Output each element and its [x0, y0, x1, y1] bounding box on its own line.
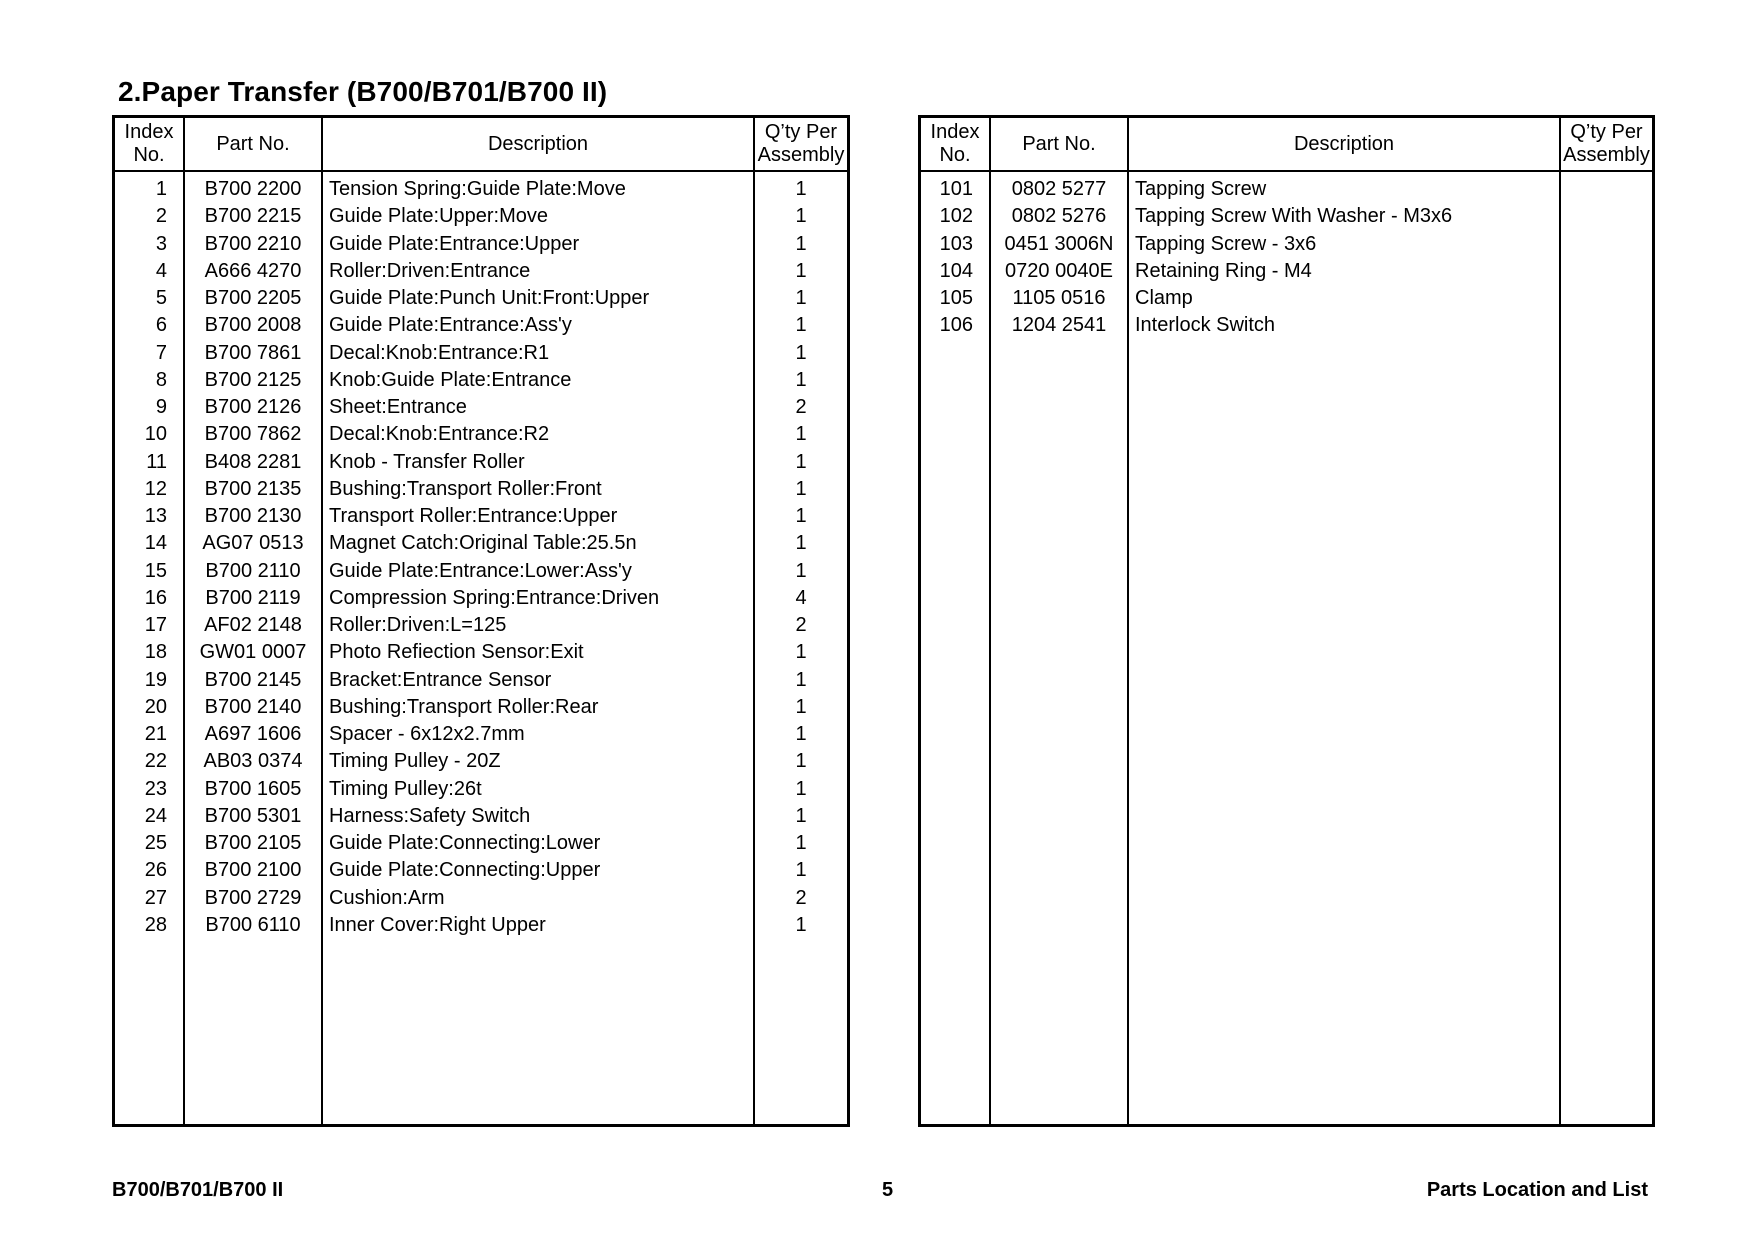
footer-model: B700/B701/B700 II: [112, 1179, 284, 1201]
index-cell: 8: [155, 368, 167, 391]
quantity-column: [1559, 118, 1652, 1124]
description-cells: [1129, 176, 1559, 340]
description-cell: Bushing:Transport Roller:Front: [329, 477, 602, 500]
part-number-column: [989, 118, 1127, 1124]
part-number-cell: B700 7861: [204, 341, 302, 364]
part-number-cell: AF02 2148: [204, 614, 302, 636]
description-cell: Timing Pulley:26t: [329, 777, 482, 800]
index-cells: [921, 176, 989, 340]
description-cell: Inner Cover:Right Upper: [329, 913, 546, 936]
description-cell: Roller:Driven:L=125: [329, 614, 507, 636]
part-number-cell: B700 2130: [204, 505, 302, 527]
description-cell: Magnet Catch:Original Table:25.5n: [329, 532, 637, 555]
part-number-cell: B700 2110: [205, 559, 301, 582]
description-cell: Tapping Screw: [1135, 178, 1267, 200]
quantity-cell: 1: [795, 232, 807, 255]
part-number-cell: B700 5301: [204, 804, 302, 827]
quantity-cell: 1: [795, 450, 807, 473]
part-number-cell: A666 4270: [204, 259, 302, 282]
part-number-cell: B700 2200: [204, 178, 302, 200]
quantity-cell: [1561, 231, 1652, 258]
description-cells: [323, 176, 753, 939]
part-number-cell: B700 1605: [204, 777, 302, 800]
quantity-cell: 1: [795, 859, 807, 882]
description-cell: Timing Pulley - 20Z: [329, 750, 501, 773]
description-cell: Compression Spring:Entrance:Driven: [329, 586, 660, 609]
index-cell: 3: [155, 232, 167, 255]
quantity-cell: 1: [795, 723, 807, 745]
index-cell: 23: [144, 777, 167, 800]
description-cell: Guide Plate:Connecting:Upper: [329, 859, 601, 882]
index-cell: 13: [144, 505, 167, 527]
quantity-cell: 1: [795, 259, 807, 282]
part-number-cell: 0720 0040E: [1005, 259, 1113, 282]
quantity-cell: 1: [795, 423, 807, 446]
parts-table-right: [918, 115, 1655, 1127]
part-number-cell: B700 2140: [204, 695, 302, 718]
quantity-cell: [1561, 312, 1652, 339]
index-cell: 17: [144, 614, 167, 636]
quantity-cell: 1: [795, 695, 807, 718]
index-cell: 15: [144, 559, 167, 582]
index-cell: 4: [155, 259, 167, 282]
index-cell: 25: [144, 832, 167, 854]
description-column: [321, 118, 753, 1124]
quantity-cell: 1: [795, 913, 807, 936]
index-cell: 14: [144, 532, 167, 555]
quantity-cell: [1561, 203, 1652, 230]
quantity-column: [753, 118, 847, 1124]
part-number-cell: B700 2145: [204, 668, 302, 691]
quantity-cell: 2: [795, 614, 807, 636]
quantity-cell: 1: [795, 341, 807, 364]
description-cell: Tension Spring:Guide Plate:Move: [329, 178, 626, 200]
part-number-cell: 0802 5277: [1011, 178, 1107, 200]
description-cell: Sheet:Entrance: [329, 396, 467, 418]
description-cell: Knob - Transfer Roller: [329, 450, 525, 473]
index-cell: 26: [144, 859, 167, 882]
description-cell: Tapping Screw With Washer - M3x6: [1135, 205, 1453, 228]
index-cell: 20: [144, 695, 167, 718]
page-title: 2.Paper Transfer (B700/B701/B700 II): [118, 76, 608, 107]
quantity-cell: 1: [795, 505, 807, 527]
description-cell: Tapping Screw - 3x6: [1135, 232, 1317, 255]
index-cell: 12: [144, 477, 167, 500]
description-cell: Bracket:Entrance Sensor: [329, 668, 552, 691]
description-cell: Decal:Knob:Entrance:R2: [329, 423, 550, 446]
index-cell: 16: [144, 586, 167, 609]
index-cell: 19: [144, 668, 167, 691]
quantity-cell: 2: [795, 886, 807, 909]
quantity-cell: 1: [795, 178, 807, 200]
part-number-cell: B700 2205: [204, 287, 302, 309]
quantity-cell: 1: [795, 777, 807, 800]
description-cell: Photo Refiection Sensor:Exit: [329, 641, 584, 664]
part-number-cell: B700 2119: [205, 586, 301, 609]
description-cell: Knob:Guide Plate:Entrance: [329, 368, 572, 391]
index-cell: 5: [155, 287, 167, 309]
description-cell: Guide Plate:Entrance:Lower:Ass'y: [329, 559, 632, 582]
part-number-cell: B700 2008: [204, 314, 302, 337]
index-cell: 106: [939, 314, 973, 337]
description-cell: Spacer - 6x12x2.7mm: [329, 723, 525, 745]
part-number-cell: B700 6110: [205, 913, 301, 936]
index-cell: 7: [155, 341, 167, 364]
part-number-cell: B408 2281: [204, 450, 302, 473]
index-cell: 2: [155, 205, 167, 228]
index-column: [115, 118, 183, 1124]
quantity-cell: 1: [795, 832, 807, 854]
part-number-cell: B700 2126: [204, 396, 302, 418]
quantity-cell: 1: [795, 668, 807, 691]
index-cell: 103: [939, 232, 973, 255]
quantity-cell: 4: [795, 586, 807, 609]
description-cell: Transport Roller:Entrance:Upper: [329, 505, 618, 527]
description-cell: Clamp: [1135, 287, 1193, 309]
part-number-cell: 0802 5276: [1011, 205, 1107, 228]
description-header: Description: [1129, 118, 1559, 172]
quantity-cells: [755, 176, 847, 939]
part-number-cell: B700 7862: [204, 423, 302, 446]
quantity-cell: 1: [795, 368, 807, 391]
part-number-cell: B700 2105: [204, 832, 302, 854]
description-header: Description: [323, 118, 753, 172]
part-number-header: Part No.: [185, 118, 321, 172]
quantity-cell: 1: [795, 532, 807, 555]
part-number-cell: B700 2135: [204, 477, 302, 500]
description-cell: Harness:Safety Switch: [329, 804, 531, 827]
part-number-cells: [185, 176, 321, 939]
description-cell: Guide Plate:Punch Unit:Front:Upper: [329, 287, 650, 309]
part-number-cell: B700 2215: [204, 205, 302, 228]
quantity-cell: 1: [795, 205, 807, 228]
index-cell: 22: [144, 750, 167, 773]
part-number-header: Part No.: [991, 118, 1127, 172]
quantity-cell: 1: [795, 750, 807, 773]
description-cell: Guide Plate:Entrance:Ass'y: [329, 314, 572, 337]
index-cell: 21: [144, 723, 167, 745]
quantity-header: Q’ty Per Assembly: [755, 118, 847, 172]
description-cell: Decal:Knob:Entrance:R1: [329, 341, 550, 364]
description-cell: Guide Plate:Connecting:Lower: [329, 832, 601, 854]
part-number-cell: AB03 0374: [203, 750, 303, 773]
description-cell: Cushion:Arm: [329, 886, 445, 909]
part-number-cell: 1204 2541: [1011, 314, 1107, 337]
index-cells: [115, 176, 183, 939]
part-number-cell: 1105 0516: [1012, 287, 1106, 309]
index-cell: 1: [155, 178, 167, 200]
description-cell: Guide Plate:Entrance:Upper: [329, 232, 580, 255]
description-cell: Roller:Driven:Entrance: [329, 259, 531, 282]
description-column: [1127, 118, 1559, 1124]
quantity-cell: 1: [795, 287, 807, 309]
index-cell: 104: [939, 259, 973, 282]
footer-page-number: 5: [882, 1179, 894, 1201]
index-cell: 24: [144, 804, 167, 827]
quantity-cell: 1: [795, 314, 807, 337]
quantity-header: Q’ty Per Assembly: [1561, 118, 1652, 172]
index-header: Index No.: [921, 118, 989, 172]
quantity-cell: 1: [795, 804, 807, 827]
index-cell: 101: [939, 178, 973, 200]
parts-table-left: [112, 115, 850, 1127]
quantity-cell: 1: [795, 559, 807, 582]
quantity-cell: 1: [795, 477, 807, 500]
index-cell: 28: [144, 913, 167, 936]
quantity-cells: [1561, 176, 1652, 340]
part-number-cell: B700 2729: [204, 886, 302, 909]
part-number-cells: [991, 176, 1127, 340]
footer-section: Parts Location and List: [1426, 1179, 1648, 1201]
index-cell: 27: [144, 886, 167, 909]
quantity-cell: 1: [795, 641, 807, 664]
index-cell: 102: [939, 205, 973, 228]
part-number-cell: 0451 3006N: [1004, 232, 1114, 255]
part-number-cell: AG07 0513: [202, 532, 304, 555]
index-cell: 6: [155, 314, 167, 337]
index-cell: 10: [144, 423, 167, 446]
description-cell: Interlock Switch: [1135, 314, 1276, 337]
description-cell: Bushing:Transport Roller:Rear: [329, 695, 599, 718]
part-number-cell: B700 2210: [204, 232, 302, 255]
part-number-cell: A697 1606: [204, 723, 302, 745]
index-cell: 105: [939, 287, 973, 309]
part-number-cell: GW01 0007: [199, 641, 307, 664]
description-cell: Guide Plate:Upper:Move: [329, 205, 549, 228]
index-cell: 9: [155, 396, 167, 418]
part-number-cell: B700 2125: [204, 368, 302, 391]
quantity-cell: 2: [795, 396, 807, 418]
quantity-cell: [1561, 176, 1652, 203]
part-number-cell: B700 2100: [204, 859, 302, 882]
index-cell: 18: [144, 641, 167, 664]
part-number-column: [183, 118, 321, 1124]
quantity-cell: [1561, 258, 1652, 285]
index-cell: 11: [146, 450, 167, 473]
description-cell: Retaining Ring - M4: [1135, 259, 1312, 282]
index-header: Index No.: [115, 118, 183, 172]
quantity-cell: [1561, 285, 1652, 312]
index-column: [921, 118, 989, 1124]
